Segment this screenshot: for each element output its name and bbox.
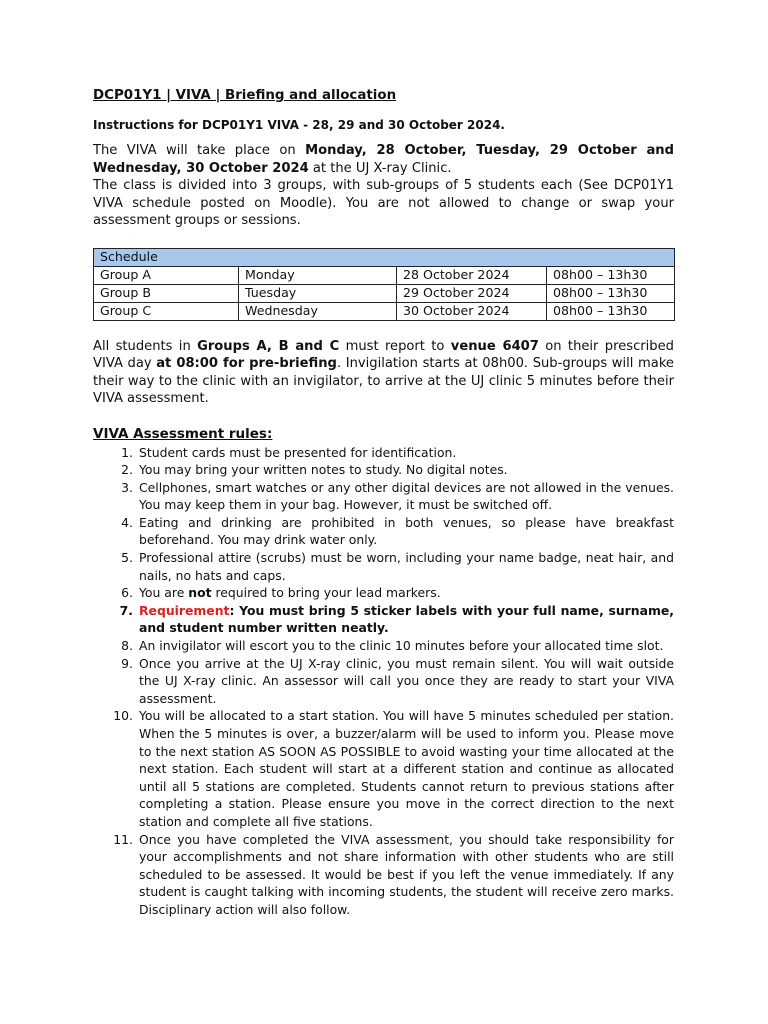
table-cell: Monday bbox=[239, 266, 397, 284]
document-title: DCP01Y1 | VIVA | Briefing and allocation bbox=[93, 88, 397, 103]
table-cell: 30 October 2024 bbox=[397, 302, 547, 320]
table-cell: Tuesday bbox=[239, 284, 397, 302]
list-item: 8. An invigilator will escort you to the clinic 10 minutes before your allocated time slot. bbox=[121, 638, 664, 654]
rules-list bbox=[93, 444, 674, 919]
table-cell: 08h00 – 13h30 bbox=[547, 266, 675, 284]
list-item: 6. You are not required to bring your lead markers. bbox=[121, 585, 441, 601]
table-cell: 08h00 – 13h30 bbox=[547, 284, 675, 302]
list-item: 7. Requirement: You must bring 5 sticker labels with your full name, surname, and student number written neatly. bbox=[119, 602, 674, 636]
requirement-label: Requirement bbox=[139, 602, 230, 618]
report-paragraph: All students in Groups A, B and C must report to venue 6407 on their prescribed VIVA day at 08:00 for pre-briefing. Invigilation starts at 08h00. Sub-groups will make their way to the clinic with an invigilator, to arrive at the UJ clinic 5 minutes before their VIVA assessment. bbox=[93, 338, 674, 406]
list-item: 9. Once you arrive at the UJ X-ray clinic, you must remain silent. You will wait outside the UJ X-ray clinic. An assessor will call you once they are ready to start your VIVA assessment. bbox=[121, 655, 674, 706]
table-cell: 28 October 2024 bbox=[397, 266, 547, 284]
list-item: 2. You may bring your written notes to study. No digital notes. bbox=[121, 462, 508, 478]
list-item: 4. Eating and drinking are prohibited in both venues, so please have breakfast beforehand. You may drink water only. bbox=[121, 514, 674, 548]
intro-paragraph-dates: The VIVA will take place on Monday, 28 October, Tuesday, 29 October and Wednesday, 30 October 2024 at the UJ X-ray Clinic. bbox=[93, 143, 674, 176]
table-row bbox=[94, 302, 675, 320]
list-item: 5. Professional attire (scrubs) must be worn, including your name badge, neat hair, and nails, no hats and caps. bbox=[121, 550, 674, 583]
table-row bbox=[94, 284, 675, 302]
list-item: 11. Once you have completed the VIVA assessment, you should take responsibility for your accomplishments and not share information with other students who are still scheduled to be assessed. It would be best if you left the venue immediately. If any student is caught talking with incoming students, the student will receive zero marks. Disciplinary action will also follow. bbox=[113, 831, 674, 917]
table-cell: Group B bbox=[94, 284, 239, 302]
list-item: 3. Cellphones, smart watches or any other digital devices are not allowed in the venues. You may keep them in your bag. However, it must be switched off. bbox=[121, 479, 674, 513]
list-item: 1. Student cards must be presented for identification. bbox=[121, 444, 457, 460]
schedule-header: Schedule bbox=[94, 248, 675, 266]
document-subtitle: Instructions for DCP01Y1 VIVA - 28, 29 and 30 October 2024. bbox=[93, 118, 505, 132]
table-cell: 08h00 – 13h30 bbox=[547, 302, 675, 320]
intro-paragraph-groups: The class is divided into 3 groups, with sub-groups of 5 students each (See DCP01Y1 VIVA schedule posted on Moodle). You are not allowed to change or swap your assessment groups or sessions. bbox=[93, 178, 674, 228]
table-row bbox=[94, 266, 675, 284]
table-cell: Group A bbox=[94, 266, 239, 284]
table-cell: Wednesday bbox=[239, 302, 397, 320]
list-item: 10. You will be allocated to a start station. You will have 5 minutes scheduled per station. When the 5 minutes is over, a buzzer/alarm will be used to inform you. Please move to the next station AS SOON AS POSSIBLE to avoid wasting your time allocated at the next station. Each student will start at a different station and continue as allocated until all 5 stations are completed. Students cannot return to previous stations after completing a station. Please ensure you move in the correct direction to the next station and complete all five stations. bbox=[113, 708, 674, 829]
table-cell: Group C bbox=[94, 302, 239, 320]
schedule-table bbox=[93, 248, 675, 321]
table-cell: 29 October 2024 bbox=[397, 284, 547, 302]
rules-heading: VIVA Assessment rules: bbox=[93, 425, 273, 442]
schedule-header-row bbox=[94, 248, 675, 266]
